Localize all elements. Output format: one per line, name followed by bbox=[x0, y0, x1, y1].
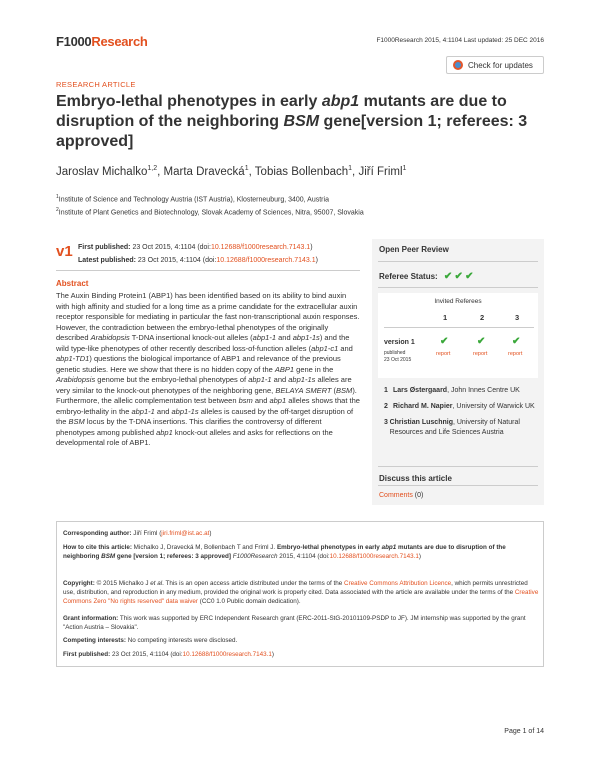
abstract-italic-term: bsm bbox=[238, 396, 253, 405]
abstract-italic-term: BSM bbox=[336, 385, 353, 395]
author-name[interactable]: Marta Dravecká bbox=[163, 165, 245, 178]
author-name[interactable]: Jiří Friml bbox=[358, 165, 403, 178]
abstract-text: alleles is caused by the off-target disruption of the bbox=[56, 406, 354, 426]
check-icon: ✔ bbox=[440, 336, 449, 347]
check-icon: ✔ bbox=[512, 336, 521, 347]
abstract-italic-term: ABP1 bbox=[274, 364, 295, 374]
abstract-italic-term: abp1-1 bbox=[248, 375, 272, 384]
abstract-text: The Auxin Binding Protein1 (ABP1) has been identified based on its ability to bind auxin with high affinity and studied for a long time as a prime candidate for the extracellular auxin receptor responsible for mediating in particular the fast non-transcriptional auxin responses. However, the contradiction between the embryo-lethal phenotypes of the originally described bbox=[56, 291, 360, 342]
abstract-italic-term: abp1-1s bbox=[171, 406, 199, 416]
version-badge: v1 bbox=[56, 243, 73, 260]
author-list: Jaroslav Michalko$^{1,2}$, Marta Dravecká$^1$, Tobias Bollenbach$^1$, Jiří Friml$^1$ bbox=[56, 165, 407, 178]
abstract-text: ( bbox=[331, 385, 337, 395]
abstract-italic-term: Arabidopsis bbox=[56, 375, 96, 384]
referee-column-2: 2 bbox=[480, 313, 485, 322]
divider bbox=[378, 485, 538, 486]
competing-interests: Competing interests: No competing interests were disclosed. bbox=[63, 637, 238, 644]
abstract-text: genome but the embryo-lethal phenotypes of bbox=[95, 375, 249, 384]
abstract-text: and bbox=[276, 333, 293, 342]
abstract-text: ) questions the biological importance of ABP1 and relevance of the previous genetic studies. Here we show that there is no hidden copy of the bbox=[56, 354, 341, 374]
grant-information: Grant information: This work was supported by ERC Independent Research grant (ERC-2011-StG-20101109-PSDP to JF). JM internship was supported by the grant "Action Austria – Slovakia". bbox=[63, 615, 526, 631]
abstract-italic-term: BELAYA SMERT bbox=[275, 385, 332, 395]
abstract-text: and bbox=[154, 406, 172, 416]
check-icon: ✔ bbox=[477, 336, 486, 347]
abstract-italic-term: Arabidopsis bbox=[90, 333, 130, 342]
check-for-updates-button[interactable] bbox=[446, 56, 544, 74]
report-link-3[interactable]: report bbox=[508, 351, 523, 357]
abstract-italic-term: abp1 bbox=[156, 427, 173, 437]
doi-link[interactable]: 10.12688/f1000research.7143.1 bbox=[329, 553, 419, 560]
abstract-heading: Abstract bbox=[56, 279, 89, 288]
copyright: Copyright: © 2015 Michalko J et al. This is an open access article distributed under the terms of the Creative Commons Attribution Licence, which permits unrestricted use, distribution, and reproduction in any medium, provided the original work is properly cited. Data associated with the article are available under the terms of the Creative Commons Zero "No rights reserved" data waiver (CC0 1.0 Public domain dedication). bbox=[63, 580, 539, 605]
comments-count: Comments (0) bbox=[379, 492, 424, 499]
doi-link[interactable]: 10.12688/f1000research.7143.1 bbox=[216, 257, 316, 264]
discuss-heading: Discuss this article bbox=[379, 474, 452, 483]
referee-status: Referee Status: ✔ ✔ ✔ bbox=[379, 271, 474, 282]
cc-by-licence-link[interactable]: Creative Commons Attribution Licence bbox=[344, 580, 452, 587]
divider bbox=[384, 327, 534, 328]
abstract-italic-term: abp1-1 bbox=[252, 333, 277, 342]
check-icon: ✔ bbox=[465, 271, 474, 282]
check-for-updates-label: Check for updates bbox=[468, 60, 533, 70]
cc-zero-link[interactable]: Creative Commons Zero "No rights reserved" data waiver bbox=[63, 589, 539, 605]
crossmark-icon bbox=[453, 60, 463, 70]
check-icon: ✔ bbox=[443, 271, 453, 282]
divider bbox=[378, 466, 538, 467]
abstract-text: alleles are very similar to the knock-out phenotypes of the neighboring gene, bbox=[56, 375, 352, 395]
version-1-date: published 23 Oct 2015 bbox=[384, 350, 412, 363]
abstract-italic-term: BSM bbox=[68, 417, 85, 426]
check-icon: ✔ bbox=[454, 271, 463, 282]
doi-link[interactable]: 10.12688/f1000research.7143.1 bbox=[182, 651, 272, 658]
abstract-text: and bbox=[271, 375, 289, 384]
abstract-italic-term: abp1-TD1 bbox=[56, 354, 90, 363]
abstract-text: and bbox=[338, 343, 353, 353]
info-first-published: First published: 23 Oct 2015, 4:1104 (doi:10.12688/f1000research.7143.1) bbox=[63, 651, 274, 658]
divider bbox=[378, 287, 538, 288]
abstract-text: locus by the T-DNA insertions. This clarifies the controversy of different phenotypes among published bbox=[56, 417, 322, 437]
report-link-1[interactable]: report bbox=[436, 351, 451, 357]
affiliation: $^1$Institute of Science and Technology Austria (IST Austria), Klosterneuburg, 3400, Austria bbox=[56, 194, 329, 204]
header-meta: F1000Research 2015, 4:1104 Last updated: 25 DEC 2016 bbox=[376, 37, 544, 44]
abstract-italic-term: abp1-c1 bbox=[311, 343, 339, 353]
abstract-italic-term: abp1 bbox=[269, 396, 287, 405]
referee-item: 2 Richard M. Napier, University of Warwick UK bbox=[384, 403, 535, 410]
author-name[interactable]: Jaroslav Michalko bbox=[56, 165, 148, 178]
abstract-text: alleles shows that the embryo-lethality in the bbox=[56, 396, 360, 416]
affiliation: $^2$Institute of Plant Genetics and Biotechnology, Slovak Academy of Sciences, Nitra, 95007, Slovakia bbox=[56, 207, 364, 217]
report-link-2[interactable]: report bbox=[473, 351, 488, 357]
abstract-italic-term: abp1-1 bbox=[131, 406, 155, 416]
abstract-text: ). Furthermore, the allelic complementation test between bbox=[56, 385, 357, 405]
article-type: RESEARCH ARTICLE bbox=[56, 80, 136, 89]
first-published: First published: 23 Oct 2015, 4:1104 (doi:10.12688/f1000research.7143.1) bbox=[78, 244, 313, 251]
divider bbox=[56, 270, 360, 271]
author-name[interactable]: Tobias Bollenbach bbox=[254, 165, 349, 178]
abstract-italic-term: abp1-1s bbox=[288, 375, 316, 384]
referee-list bbox=[384, 386, 542, 444]
version-1-label: version 1 bbox=[384, 339, 415, 346]
abstract-text: T-DNA insertional knock-out alleles ( bbox=[129, 333, 253, 342]
referee-item: 1 Lars Østergaard, John Innes Centre UK bbox=[384, 387, 520, 394]
abstract-body bbox=[56, 291, 360, 449]
divider bbox=[378, 261, 538, 262]
peer-review-heading: Open Peer Review bbox=[379, 245, 449, 254]
comments-link[interactable]: Comments bbox=[379, 492, 413, 499]
referee-item: 3 Christian Luschnig, University of Natural Resources and Life Sciences Austria bbox=[384, 419, 520, 436]
referee-column-3: 3 bbox=[515, 313, 520, 322]
doi-link[interactable]: 10.12688/f1000research.7143.1 bbox=[210, 244, 311, 251]
corresponding-author: Corresponding author: Jiří Friml (jiri.friml@ist.ac.at) bbox=[63, 530, 212, 537]
abstract-italic-term: abp1-1s bbox=[292, 333, 320, 342]
invited-referees-heading: Invited Referees bbox=[434, 298, 482, 305]
email-link[interactable]: jiri.friml@ist.ac.at bbox=[161, 530, 210, 537]
abstract-text: gene in the bbox=[294, 364, 334, 374]
page-number: Page 1 of 14 bbox=[504, 728, 544, 735]
how-to-cite: How to cite this article: Michalko J, Dravecká M, Bollenbach T and Friml J. Embryo-lethal phenotypes in early abp1 mutants are due to disruption of the neighboring BSM gene [version 1; referees: 3 approved] F1000Research 2015, 4:1104 (doi:10.12688/f1000research.7143.1) bbox=[63, 544, 506, 560]
abstract-text: knock-out alleles and asks for reflections on the developmental role of ABP1. bbox=[56, 427, 333, 447]
abstract-text: ) and the wild type-like phenotypes of other recently described loss-of-function alleles ( bbox=[56, 333, 350, 353]
f1000research-logo[interactable]: F1000Research bbox=[56, 34, 148, 49]
article-title: Embryo-lethal phenotypes in early abp1 mutants are due to disruption of the neighboring BSM gene[version 1; referees: 3 approved] bbox=[56, 93, 528, 150]
referee-column-1: 1 bbox=[443, 313, 448, 322]
abstract-text: and bbox=[252, 396, 270, 405]
latest-published: Latest published: 23 Oct 2015, 4:1104 (doi:10.12688/f1000research.7143.1) bbox=[78, 257, 318, 264]
